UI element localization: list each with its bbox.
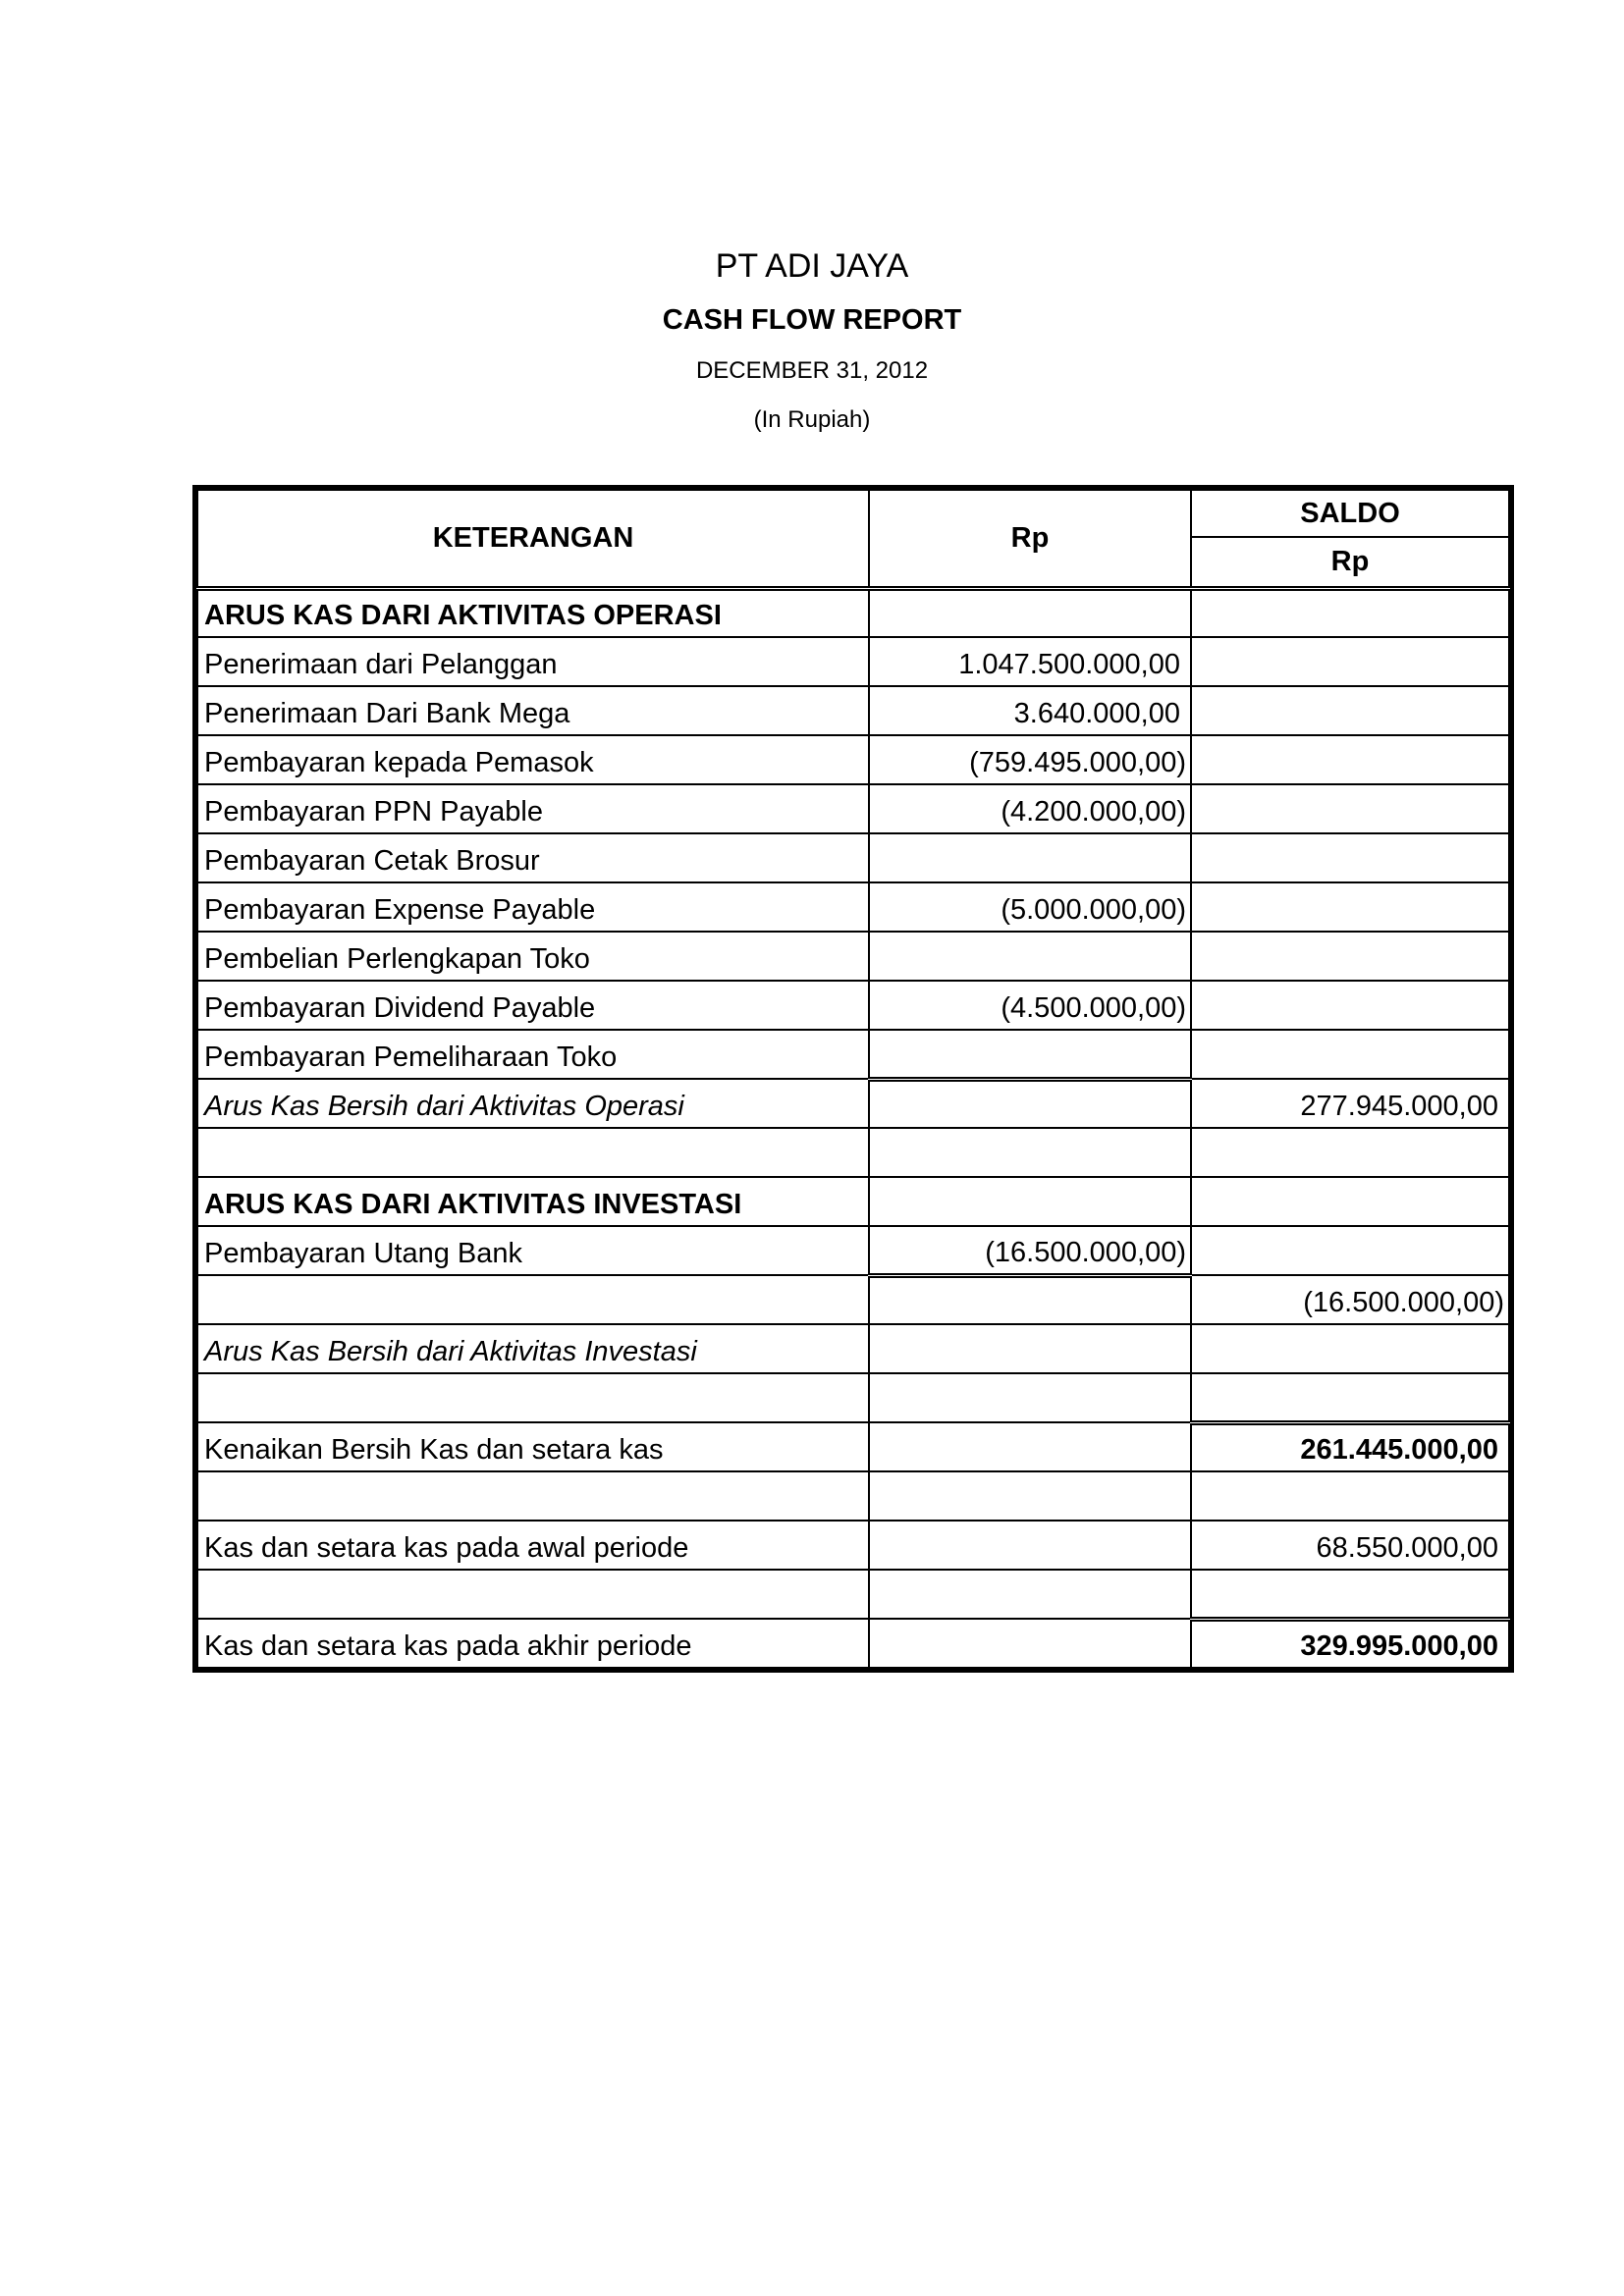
subtotal-value-investasi: (16.500.000,00): [1191, 1275, 1509, 1324]
saldo-cell: [1191, 1226, 1509, 1275]
rp-cell: [869, 1521, 1191, 1570]
saldo-cell: [1191, 1373, 1509, 1422]
table-row: [197, 1226, 1509, 1275]
closing-balance-value: 329.995.000,00: [1191, 1619, 1509, 1668]
subtotal-value-operasi: 277.945.000,00: [1191, 1079, 1509, 1128]
row-label: [197, 1275, 869, 1324]
saldo-cell: [1191, 735, 1509, 784]
saldo-cell: [1191, 686, 1509, 735]
subtotal-label-investasi: Arus Kas Bersih dari Aktivitas Investasi: [197, 1324, 869, 1373]
table-row: [197, 735, 1509, 784]
rp-cell: [869, 1177, 1191, 1226]
row-label: Kas dan setara kas pada awal periode: [197, 1521, 869, 1570]
rp-cell: (16.500.000,00): [869, 1226, 1191, 1275]
table-row: [197, 784, 1509, 833]
subtotal-label-operasi: Arus Kas Bersih dari Aktivitas Operasi: [197, 1079, 869, 1128]
rp-cell: (5.000.000,00): [869, 882, 1191, 932]
table-row: [197, 1521, 1509, 1570]
section-heading-investasi: ARUS KAS DARI AKTIVITAS INVESTASI: [197, 1177, 869, 1226]
saldo-cell: [1191, 833, 1509, 882]
table-row: [197, 1079, 1509, 1128]
table-row: [197, 833, 1509, 882]
net-increase-value: 261.445.000,00: [1191, 1422, 1509, 1471]
row-label: Kenaikan Bersih Kas dan setara kas: [197, 1422, 869, 1471]
table-row: [197, 1324, 1509, 1373]
opening-balance-value: 68.550.000,00: [1191, 1521, 1509, 1570]
row-label: [197, 1570, 869, 1619]
row-label: Pembayaran Pemeliharaan Toko: [197, 1030, 869, 1079]
table-row: [197, 1471, 1509, 1521]
saldo-cell: [1191, 932, 1509, 981]
rp-cell: [869, 1373, 1191, 1422]
saldo-cell: [1191, 588, 1509, 637]
row-label: Pembayaran Dividend Payable: [197, 981, 869, 1030]
table-row: [197, 1619, 1509, 1668]
rp-cell: [869, 588, 1191, 637]
table-row: [197, 932, 1509, 981]
table-row: [197, 882, 1509, 932]
row-label: Kas dan setara kas pada akhir periode: [197, 1619, 869, 1668]
rp-cell: [869, 1570, 1191, 1619]
saldo-cell: [1191, 882, 1509, 932]
saldo-cell: [1191, 1324, 1509, 1373]
row-label: Pembayaran kepada Pemasok: [197, 735, 869, 784]
rp-cell: [869, 1471, 1191, 1521]
row-label: Penerimaan Dari Bank Mega: [197, 686, 869, 735]
report-date: DECEMBER 31, 2012: [695, 357, 929, 384]
report-title: CASH FLOW REPORT: [662, 304, 962, 336]
column-header-rp: Rp: [869, 490, 1191, 588]
saldo-cell: [1191, 637, 1509, 686]
rp-cell: [869, 1422, 1191, 1471]
rp-cell: 1.047.500.000,00: [869, 637, 1191, 686]
rp-cell: [869, 833, 1191, 882]
rp-cell: (4.500.000,00): [869, 981, 1191, 1030]
rp-cell: [869, 1275, 1191, 1324]
row-label: Pembayaran Utang Bank: [197, 1226, 869, 1275]
table-row: [197, 686, 1509, 735]
column-header-saldo: SALDO: [1191, 490, 1509, 537]
row-label: Pembelian Perlengkapan Toko: [197, 932, 869, 981]
row-label: [197, 1128, 869, 1177]
table-row: [197, 637, 1509, 686]
rp-cell: [869, 1619, 1191, 1668]
saldo-cell: [1191, 784, 1509, 833]
rp-cell: (4.200.000,00): [869, 784, 1191, 833]
rp-cell: [869, 1324, 1191, 1373]
table-row: [197, 1177, 1509, 1226]
table-row: [197, 1030, 1509, 1079]
saldo-cell: [1191, 1030, 1509, 1079]
saldo-cell: [1191, 1570, 1509, 1619]
row-label: Pembayaran Cetak Brosur: [197, 833, 869, 882]
rp-cell: (759.495.000,00): [869, 735, 1191, 784]
saldo-cell: [1191, 1128, 1509, 1177]
table-row: [197, 1422, 1509, 1471]
rp-cell: [869, 1030, 1191, 1079]
row-label: Pembayaran Expense Payable: [197, 882, 869, 932]
report-unit: (In Rupiah): [753, 406, 871, 433]
cash-flow-table: [192, 485, 1514, 1673]
section-heading-operasi: ARUS KAS DARI AKTIVITAS OPERASI: [197, 588, 869, 637]
column-header-saldo-rp: Rp: [1191, 537, 1509, 588]
row-label: [197, 1471, 869, 1521]
saldo-cell: [1191, 1471, 1509, 1521]
rp-cell: 3.640.000,00: [869, 686, 1191, 735]
table-row: [197, 1275, 1509, 1324]
table-row: [197, 1570, 1509, 1619]
company-name: PT ADI JAYA: [715, 247, 909, 285]
rp-cell: [869, 1079, 1191, 1128]
table-row: [197, 1128, 1509, 1177]
table-row: [197, 588, 1509, 637]
table-row: [197, 981, 1509, 1030]
table-row: [197, 1373, 1509, 1422]
rp-cell: [869, 932, 1191, 981]
saldo-cell: [1191, 981, 1509, 1030]
row-label: Penerimaan dari Pelanggan: [197, 637, 869, 686]
column-header-keterangan: KETERANGAN: [197, 490, 869, 588]
rp-cell: [869, 1128, 1191, 1177]
row-label: [197, 1373, 869, 1422]
saldo-cell: [1191, 1177, 1509, 1226]
row-label: Pembayaran PPN Payable: [197, 784, 869, 833]
